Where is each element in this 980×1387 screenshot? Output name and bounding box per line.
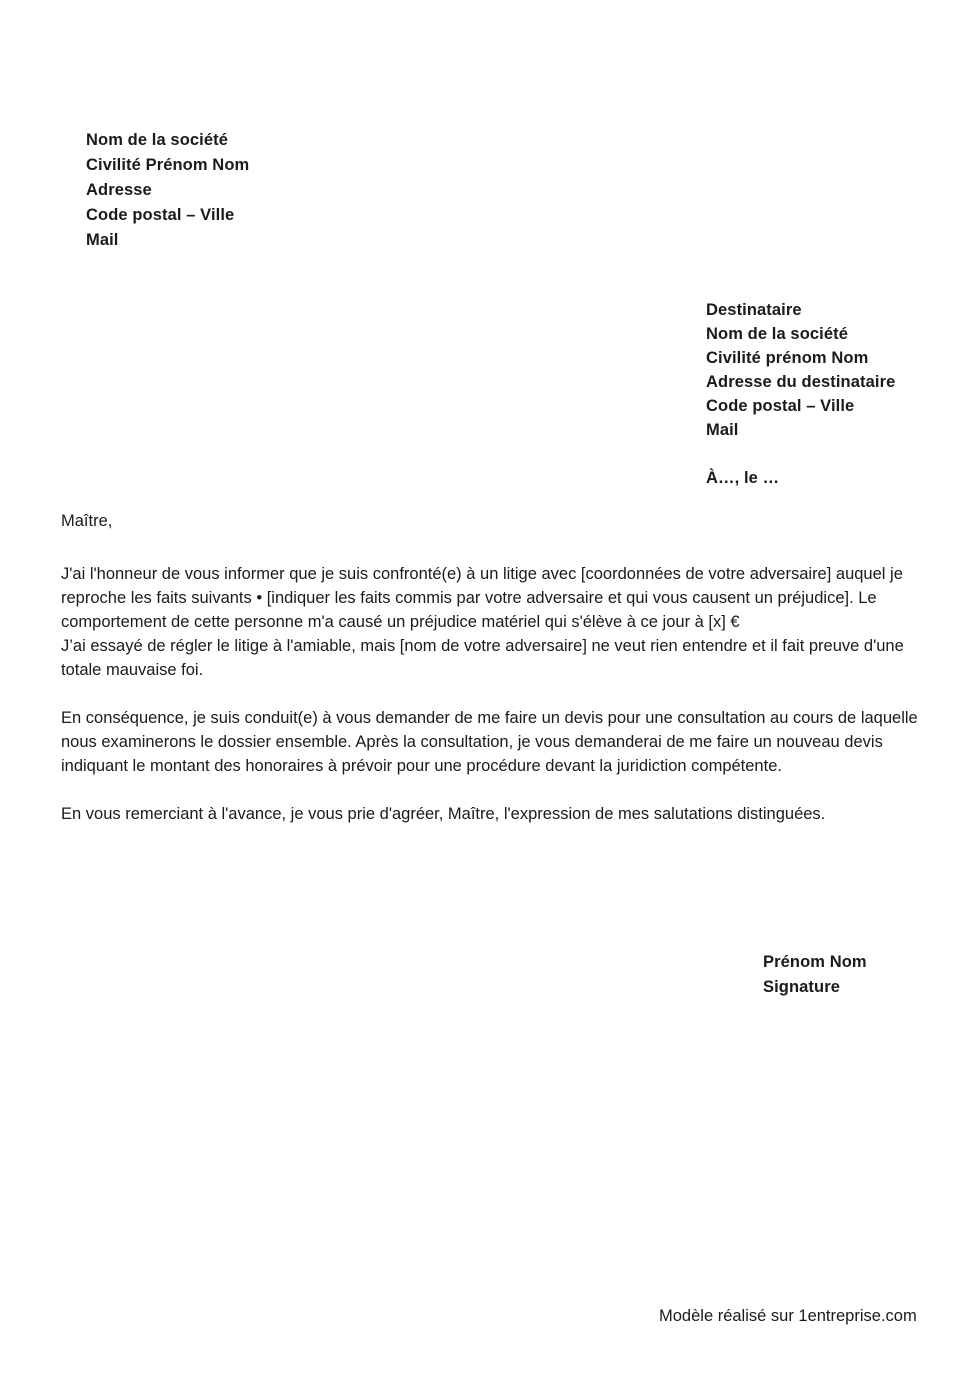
body-paragraph-2: J’ai essayé de régler le litige à l'amiable, mais [nom de votre adversaire] ne veut rien entendre et il fait preuve d'une totale mauvaise foi. bbox=[61, 637, 904, 679]
recipient-address-block bbox=[706, 298, 895, 442]
recipient-line-name: Civilité prénom Nom bbox=[706, 349, 869, 367]
sender-line-address: Adresse bbox=[86, 181, 152, 199]
body-paragraph-3: En conséquence, je suis conduit(e) à vous demander de me faire un devis pour une consultation au cours de laquelle nous examinerons le dossier ensemble. Après la consultation, je vous demanderai de me faire un nouveau devis indiquant le montant des honoraires à prévoir pour une procédure devant la juridiction compétente. bbox=[61, 709, 918, 775]
sender-address-block bbox=[86, 128, 249, 253]
recipient-line-company: Nom de la société bbox=[706, 325, 848, 343]
body-paragraph-closing: En vous remerciant à l'avance, je vous prie d'agréer, Maître, l'expression de mes salutations distinguées. bbox=[61, 805, 826, 823]
footer-credit: Modèle réalisé sur 1entreprise.com bbox=[659, 1307, 917, 1325]
signature-line-label: Signature bbox=[763, 978, 840, 996]
sender-line-name: Civilité Prénom Nom bbox=[86, 156, 250, 174]
sender-line-mail: Mail bbox=[86, 231, 119, 249]
recipient-line-label: Destinataire bbox=[706, 301, 802, 319]
recipient-line-address: Adresse du destinataire bbox=[706, 373, 896, 391]
sender-line-company: Nom de la société bbox=[86, 131, 228, 149]
signature-line-name: Prénom Nom bbox=[763, 953, 867, 971]
body-paragraph-1: J'ai l'honneur de vous informer que je suis confronté(e) à un litige avec [coordonnées de votre adversaire] auquel je reproche les faits suivants • [indiquer les faits commis par votre adversaire et qui vous causent un préjudice]. Le comportement de cette personne m'a causé un préjudice matériel qui s'élève à ce jour à [x] € bbox=[61, 565, 903, 631]
recipient-line-mail: Mail bbox=[706, 421, 739, 439]
salutation: Maître, bbox=[61, 512, 113, 530]
place-and-date: À…, le … bbox=[706, 469, 780, 487]
signature-block bbox=[763, 950, 867, 1000]
recipient-line-postcode-city: Code postal – Ville bbox=[706, 397, 855, 415]
letter-body bbox=[61, 562, 921, 826]
sender-line-postcode-city: Code postal – Ville bbox=[86, 206, 235, 224]
